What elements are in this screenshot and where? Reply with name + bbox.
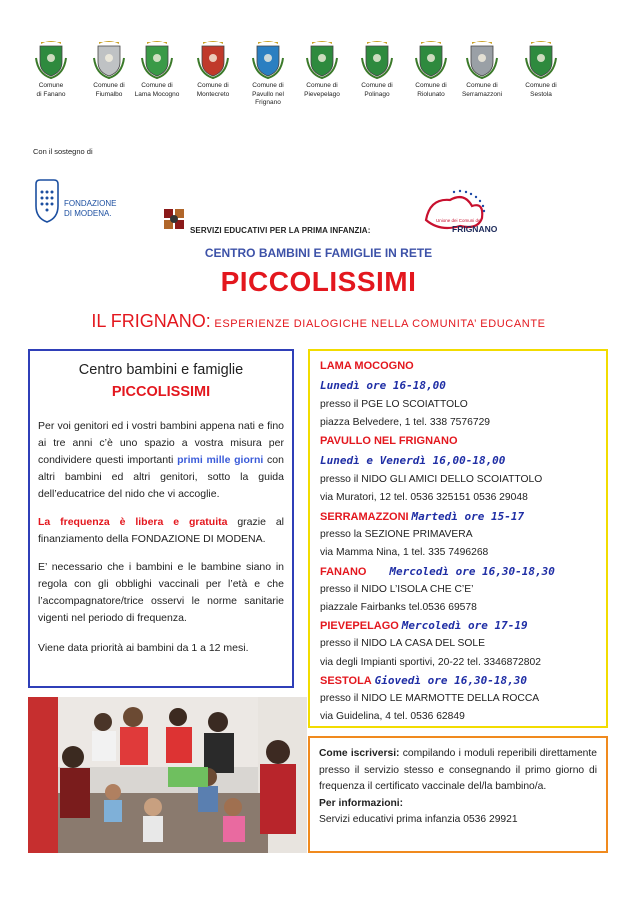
paragraph-intro — [38, 418, 284, 503]
iscrizione-label: Come iscriversi: — [319, 748, 400, 759]
crest-icon — [140, 38, 174, 80]
info-heading: Centro bambini e famiglie — [78, 362, 244, 378]
crest-icon — [305, 38, 339, 80]
comune-crest-item — [20, 38, 82, 99]
info-box — [28, 349, 294, 688]
comune-crest-item — [182, 38, 244, 99]
comune-crest-item — [346, 38, 408, 99]
comune-label-line2: Fiumalbo — [95, 90, 123, 98]
intro-text-b: con altri bambini ed altri genitori, sotto la guida dell’educatrice del nido che vi accoglie. — [38, 454, 284, 500]
page-subtitle — [0, 311, 637, 332]
children-activity-photo — [28, 697, 307, 853]
servizi-label: SERVIZI EDUCATIVI PER LA PRIMA INFANZIA: — [190, 226, 371, 235]
fondazione-line1: FONDAZIONE — [64, 199, 117, 208]
location-schedule: Martedì ore 15-17 — [411, 510, 525, 523]
comune-label-line1: Comune — [38, 82, 64, 89]
location-place: presso il PGE LO SCOIATTOLO — [320, 399, 468, 410]
comune-crest-item — [126, 38, 188, 99]
fondazione-modena-text — [64, 199, 116, 219]
centro-bambini-logo — [160, 205, 188, 233]
crest-icon — [34, 38, 68, 80]
comune-label-line1: Comune di — [141, 82, 173, 89]
comune-label-line1: Comune di — [93, 82, 125, 89]
comune-label-line1: Comune di — [252, 82, 284, 89]
sostegno-label: Con il sostegno di — [33, 147, 93, 156]
centro-title: CENTRO BAMBINI E FAMIGLIE IN RETE — [204, 246, 433, 260]
location-header — [320, 565, 555, 578]
comune-label-line2: Riolunato — [417, 90, 445, 98]
info-contact: Servizi educativi prima infanzia 0536 29921 — [319, 814, 518, 825]
iscrizione-box — [308, 736, 608, 853]
location-town: SESTOLA — [320, 675, 372, 687]
location-town: PIEVEPELAGO — [320, 620, 399, 632]
subtitle-main: IL FRIGNANO: — [91, 311, 211, 331]
location-header — [320, 674, 527, 687]
comune-crest-item — [510, 38, 572, 99]
comune-crest-item — [291, 38, 353, 99]
intro-text-a: Per voi genitori ed i vostri bambini appena nati e fino ai tre anni c’è uno spazio a vostra misura per condividere questi importanti — [38, 420, 284, 466]
comune-label-line2: Pavullo nel — [252, 90, 284, 98]
crest-icon — [414, 38, 448, 80]
location-place: presso il NIDO LA CASA DEL SOLE — [320, 638, 486, 649]
comune-label-line1: Comune di — [415, 82, 447, 89]
location-schedule: Mercoledì ore 16,30-18,30 — [389, 565, 555, 578]
location-header — [320, 510, 524, 523]
paragraph-vaccini: E’ necessario che i bambini e le bambine siano in regola con gli obblighi vaccinali per l’età e che l’accompagnatore/trice osservi le norme sanitarie vigenti nel periodo di frequenza. — [38, 561, 284, 624]
comune-label-line3: Frignano — [255, 99, 281, 106]
crest-icon — [465, 38, 499, 80]
comune-label-line1: Comune di — [306, 82, 338, 89]
comune-label-line2: di Fanano — [36, 90, 66, 98]
crest-icon — [92, 38, 126, 80]
crest-icon — [360, 38, 394, 80]
location-address: piazzale Fairbanks tel.0536 69578 — [320, 602, 477, 613]
unione-small-text: Unione dei Comuni del — [436, 218, 482, 223]
location-schedule: Lunedì e Venerdì 16,00-18,00 — [320, 454, 506, 467]
location-schedule: Giovedì ore 16,30-18,30 — [374, 674, 527, 687]
location-address: piazza Belvedere, 1 tel. 338 7576729 — [320, 417, 491, 428]
iscrizione-body: compilando i moduli reperibili direttamente presso il servizio stesso e consegnando il primo giorno di frequenza il certificato vaccinale del/la bambino/a. — [319, 748, 597, 792]
location-address: via Muratori, 12 tel. 0536 325151 0536 29048 — [320, 492, 528, 503]
page-title: PICCOLISSIMI — [220, 266, 417, 297]
comune-label-line1: Comune di — [525, 82, 557, 89]
comune-label-line2: Serramazzoni — [461, 90, 503, 98]
location-town: LAMA MOCOGNO — [320, 360, 414, 372]
location-place: presso il NIDO GLI AMICI DELLO SCOIATTOLO — [320, 474, 543, 485]
location-town: PAVULLO NEL FRIGNANO — [320, 435, 458, 447]
primi-mille-giorni: primi mille giorni — [177, 454, 264, 466]
crest-icon — [251, 38, 285, 80]
comune-label-line2: Polinago — [364, 90, 390, 98]
location-place: presso il NIDO LE MARMOTTE DELLA ROCCA — [320, 693, 540, 704]
comune-label-line2: Sestola — [530, 90, 552, 98]
location-schedule: Mercoledì ore 17-19 — [401, 619, 528, 632]
paragraph-frequenza — [38, 514, 284, 548]
comune-label-line1: Comune di — [197, 82, 229, 89]
comune-crest-item — [237, 38, 299, 108]
crest-icon — [524, 38, 558, 80]
comune-label-line2: Montecreto — [196, 90, 230, 98]
location-place: presso il NIDO L’ISOLA CHE C’E’ — [320, 584, 474, 595]
location-address: via Mamma Nina, 1 tel. 335 7496268 — [320, 547, 489, 558]
location-header — [320, 619, 528, 632]
comune-label-line1: Comune di — [466, 82, 498, 89]
location-town: FANANO — [320, 566, 367, 578]
iscrizione-text — [319, 746, 597, 829]
comune-label-line1: Comune di — [361, 82, 393, 89]
comune-label-line2: Lama Mocogno — [134, 90, 180, 98]
location-town: SERRAMAZZONI — [320, 511, 409, 523]
unione-name: FRIGNANO — [452, 224, 498, 234]
info-label: Per informazioni: — [319, 797, 404, 809]
comune-crest-item — [451, 38, 513, 99]
subtitle-rest: ESPERIENZE DIALOGICHE NELLA COMUNITA’ EDUCANTE — [210, 318, 546, 330]
fondazione-line2: DI MODENA. — [64, 209, 112, 218]
info-subheading: PICCOLISSIMI — [111, 384, 211, 400]
frequenza-highlight: La frequenza è libera e gratuita — [38, 516, 228, 528]
location-address: via degli Impianti sportivi, 20-22 tel. 3346872802 — [320, 657, 541, 668]
comune-label-line2: Pievepelago — [304, 90, 340, 98]
location-address: via Guidelina, 4 tel. 0536 62849 — [320, 711, 465, 722]
crest-icon — [196, 38, 230, 80]
location-place: presso la SEZIONE PRIMAVERA — [320, 529, 473, 540]
locations-box — [308, 349, 608, 728]
paragraph-priorita: Viene data priorità ai bambini da 1 a 12 mesi. — [38, 642, 249, 654]
location-schedule: Lunedì ore 16-18,00 — [320, 379, 446, 392]
frequenza-text: grazie al finanziamento della FONDAZIONE DI MODENA. — [38, 516, 284, 545]
